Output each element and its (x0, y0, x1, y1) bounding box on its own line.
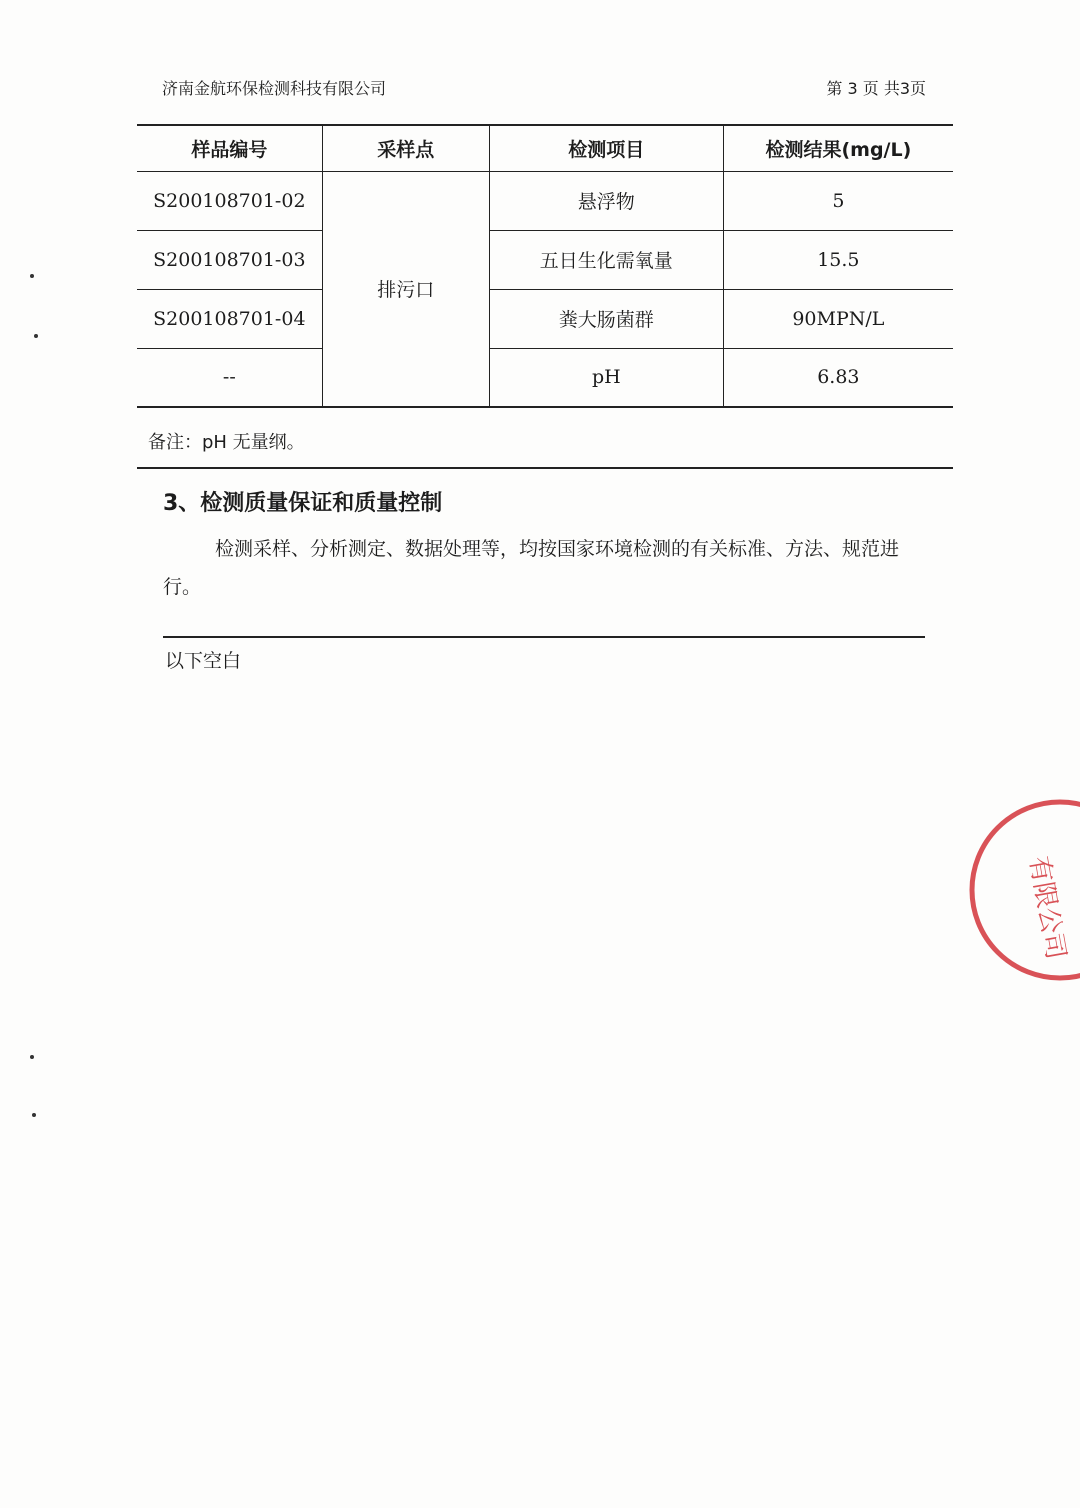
table-row (137, 230, 953, 289)
result-cell: 6.83 (723, 348, 953, 407)
test-item-cell: pH (489, 348, 723, 407)
table-row (137, 171, 953, 230)
header-test-item: 检测项目 (489, 125, 723, 171)
company-name: 济南金航环保检测科技有限公司 (162, 79, 387, 98)
scan-speck (34, 334, 38, 338)
header-sampling-point: 采样点 (322, 125, 489, 171)
result-cell: 90MPN/L (723, 289, 953, 348)
sample-id-cell: S200108701-02 (153, 189, 306, 212)
section-divider (137, 467, 953, 469)
result-cell: 5 (723, 171, 953, 230)
test-item-cell: 悬浮物 (489, 171, 723, 230)
sampling-point-cell: 排污口 (322, 171, 489, 407)
section-title: 3、检测质量保证和质量控制 (163, 491, 443, 516)
section-paragraph: 检测采样、分析测定、数据处理等，均按国家环境检测的有关标准、方法、规范进行。 (163, 538, 900, 598)
table-row (137, 348, 953, 407)
sample-id-cell: S200108701-04 (153, 307, 306, 330)
scan-speck (30, 274, 34, 278)
page-number: 第 3 页 共3页 (826, 79, 926, 98)
stamp-text: 有限公司 (1023, 854, 1071, 962)
blank-below-note: 以下空白 (165, 650, 242, 672)
table-header-row (137, 125, 953, 171)
table-row (137, 289, 953, 348)
results-table (137, 124, 953, 408)
header-test-result: 检测结果(mg/L) (723, 125, 953, 171)
scan-speck (30, 1055, 34, 1059)
result-cell: 15.5 (723, 230, 953, 289)
end-divider (163, 636, 925, 638)
header-sample-id: 样品编号 (191, 138, 268, 161)
sample-id-cell: S200108701-03 (153, 248, 306, 271)
scan-speck (32, 1113, 36, 1117)
table-note: 备注：pH 无量纲。 (148, 432, 305, 453)
page-header (162, 76, 926, 100)
test-item-cell: 五日生化需氧量 (489, 230, 723, 289)
sample-id-cell: -- (222, 366, 236, 389)
test-item-cell: 粪大肠菌群 (489, 289, 723, 348)
company-seal-stamp (960, 790, 1080, 990)
